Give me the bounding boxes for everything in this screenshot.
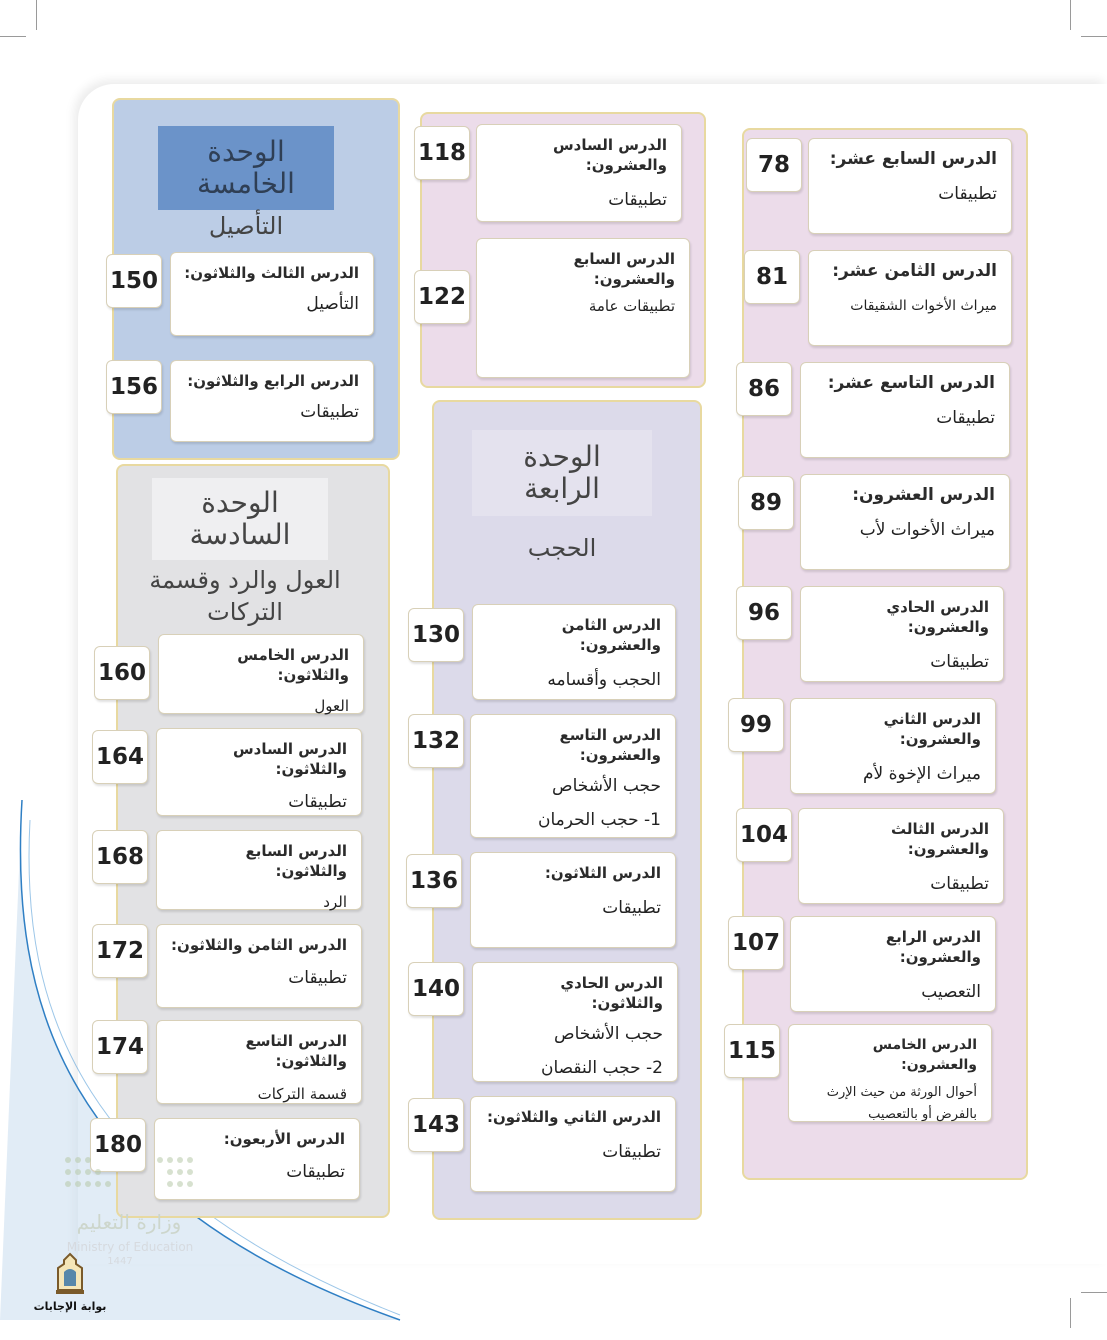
lesson-card[interactable]	[790, 916, 996, 1012]
lesson-card[interactable]	[170, 252, 374, 336]
page-number[interactable]: 107	[728, 916, 784, 970]
lesson-card[interactable]	[156, 728, 362, 816]
page-number[interactable]: 86	[736, 362, 792, 416]
lesson-subtitle: التأصيل	[306, 294, 359, 314]
page-number[interactable]: 115	[724, 1024, 780, 1078]
lesson-card[interactable]	[470, 852, 676, 948]
lesson-title: الدرس الرابع والثلاثون:	[187, 372, 359, 390]
lesson-card[interactable]	[472, 604, 676, 700]
lesson-card[interactable]	[156, 830, 362, 910]
lesson-card[interactable]	[470, 1096, 676, 1192]
lesson-subtitle: تطبيقات	[930, 874, 989, 894]
lesson-subtitle: ميراث الإخوة لأم	[863, 764, 981, 784]
crop-mark	[0, 36, 26, 37]
page-number[interactable]: 78	[746, 138, 802, 192]
page-number[interactable]: 172	[92, 924, 148, 978]
lesson-subtitle: حجب الأشخاص	[554, 1024, 663, 1044]
lesson-title: الدرس الثلاثون:	[544, 864, 661, 882]
lesson-card[interactable]	[156, 1020, 362, 1104]
page-number[interactable]: 81	[744, 250, 800, 304]
lesson-card[interactable]	[476, 238, 690, 378]
lesson-title: الدرس الأربعون:	[223, 1130, 345, 1148]
lesson-subtitle: تطبيقات عامة	[588, 297, 675, 315]
lesson-title: الدرس الحادي والثلاثون:	[560, 974, 663, 1012]
page-number[interactable]: 180	[90, 1118, 146, 1172]
ministry-name-arabic: وزارة التعليم	[76, 1210, 182, 1234]
lesson-card[interactable]	[790, 698, 996, 794]
lesson-subtitle-line2: 1- حجب الحرمان	[538, 810, 661, 830]
page-number[interactable]: 122	[414, 270, 470, 324]
lesson-title: الدرس السابع والعشرون:	[573, 250, 675, 288]
page-number[interactable]: 174	[92, 1020, 148, 1074]
lesson-card[interactable]	[156, 924, 362, 1008]
unit6-subtitle-line2: التركات	[207, 598, 283, 626]
lesson-title: الدرس الثالث والعشرون:	[890, 820, 989, 858]
lesson-title: الدرس السابع عشر:	[829, 149, 997, 169]
page-number[interactable]: 118	[414, 126, 470, 180]
page-number[interactable]: 89	[738, 476, 794, 530]
lesson-card[interactable]	[800, 474, 1010, 570]
lesson-card[interactable]	[470, 714, 676, 838]
watermark-text: بوابة الإجابات	[33, 1300, 107, 1313]
unit6-heading-line1: الوحدة	[201, 486, 279, 519]
page-number[interactable]: 104	[736, 808, 792, 862]
page-number[interactable]: 168	[92, 830, 148, 884]
lesson-subtitle: تطبيقات	[936, 408, 995, 428]
lesson-title: الدرس الخامس والعشرون:	[872, 1037, 977, 1073]
lesson-card[interactable]	[788, 1024, 992, 1122]
lesson-card[interactable]	[158, 634, 364, 714]
ministry-year: 1447	[107, 1256, 133, 1267]
lesson-subtitle: الحجب وأقسامه	[547, 670, 661, 690]
lesson-subtitle: تطبيقات	[938, 184, 997, 204]
lesson-title: الدرس الثاني والثلاثون:	[486, 1108, 661, 1126]
page-number[interactable]: 160	[94, 646, 150, 700]
lesson-subtitle: العول	[314, 697, 349, 715]
lesson-subtitle: الرد	[323, 893, 347, 911]
page-number[interactable]: 96	[736, 586, 792, 640]
ministry-logo-dots	[60, 1150, 200, 1200]
lesson-title: الدرس التاسع والثلاثون:	[245, 1032, 347, 1070]
lesson-card[interactable]	[800, 586, 1004, 682]
lesson-subtitle: أحوال الورثة من حيث الإرث	[826, 1085, 977, 1100]
lesson-subtitle: ميراث الأخوات الشقيقات	[850, 298, 997, 314]
watermark-logo	[30, 1252, 110, 1322]
lesson-title: الدرس التاسع والعشرون:	[559, 726, 661, 764]
unit6-heading	[152, 478, 328, 560]
page-number[interactable]: 132	[408, 714, 464, 768]
crop-mark	[36, 0, 37, 30]
lesson-title: الدرس الثامن والثلاثون:	[171, 936, 347, 954]
lesson-title: الدرس السادس والعشرون:	[552, 136, 667, 174]
lesson-subtitle-line2: بالفرض أو بالتعصيب	[868, 1107, 977, 1122]
lesson-card[interactable]	[472, 962, 678, 1082]
page-number[interactable]: 140	[408, 962, 464, 1016]
lesson-card[interactable]	[170, 360, 374, 442]
page-number[interactable]: 136	[406, 854, 462, 908]
unit4-subtitle: الحجب	[527, 534, 597, 562]
lesson-title: الدرس الخامس والثلاثون:	[237, 646, 349, 684]
lesson-title: الدرس العشرون:	[852, 485, 995, 505]
page-number[interactable]: 99	[728, 698, 784, 752]
lesson-title: الدرس التاسع عشر:	[827, 373, 995, 393]
lesson-card[interactable]	[808, 250, 1012, 346]
crop-mark	[1070, 0, 1071, 30]
page-number[interactable]: 164	[92, 730, 148, 784]
lesson-subtitle: تطبيقات	[608, 190, 667, 210]
unit5-subtitle: التأصيل	[208, 212, 284, 240]
crop-mark	[1081, 1292, 1107, 1293]
lesson-title: الدرس الحادي والعشرون:	[886, 598, 989, 636]
lesson-subtitle: تطبيقات	[602, 898, 661, 918]
unit6-heading-line2: السادسة	[189, 518, 291, 551]
unit5-heading-line2: الخامسة	[197, 167, 295, 200]
lesson-title: الدرس الثالث والثلاثون:	[184, 264, 359, 282]
lesson-subtitle: تطبيقات	[288, 968, 347, 988]
lesson-title: الدرس الثاني والعشرون:	[883, 710, 981, 748]
unit6-subtitle-line1: العول والرد وقسمة	[149, 566, 341, 594]
page-number[interactable]: 130	[408, 608, 464, 662]
lesson-subtitle: تطبيقات	[602, 1142, 661, 1162]
page-number[interactable]: 156	[106, 360, 162, 414]
lesson-subtitle: التعصيب	[921, 982, 981, 1002]
lesson-subtitle: ميراث الأخوات لأب	[859, 520, 995, 540]
lesson-subtitle: تطبيقات	[300, 402, 359, 422]
unit4-heading-line2: الرابعة	[524, 472, 600, 505]
lesson-title: الدرس الثامن والعشرون:	[561, 616, 661, 654]
lesson-subtitle-line2: 2- حجب النقصان	[541, 1058, 663, 1078]
lesson-subtitle: تطبيقات	[286, 1162, 345, 1182]
lesson-card[interactable]	[800, 362, 1010, 458]
lesson-title: الدرس السابع والثلاثون:	[245, 842, 347, 880]
crop-mark	[1081, 36, 1107, 37]
unit4-heading	[472, 430, 652, 516]
lesson-title: الدرس الرابع والعشرون:	[885, 928, 981, 966]
crop-mark	[1070, 1298, 1071, 1328]
lesson-title: الدرس الثامن عشر:	[832, 261, 997, 281]
unit5-heading	[158, 126, 334, 210]
lesson-subtitle: حجب الأشخاص	[552, 776, 661, 796]
lesson-subtitle: تطبيقات	[930, 652, 989, 672]
page-number[interactable]: 150	[106, 254, 162, 308]
lesson-title: الدرس السادس والثلاثون:	[232, 740, 347, 778]
lantern-icon	[50, 1252, 90, 1296]
ministry-name-english: Ministry of Education	[66, 1240, 194, 1254]
lesson-card[interactable]	[476, 124, 682, 222]
lesson-card[interactable]	[798, 808, 1004, 904]
lesson-subtitle: تطبيقات	[288, 792, 347, 812]
unit5-heading-line1: الوحدة	[207, 135, 285, 168]
lesson-subtitle: قسمة التركات	[257, 1085, 347, 1103]
unit4-heading-line1: الوحدة	[523, 440, 601, 473]
lesson-card[interactable]	[808, 138, 1012, 234]
page-number[interactable]: 143	[408, 1098, 464, 1152]
